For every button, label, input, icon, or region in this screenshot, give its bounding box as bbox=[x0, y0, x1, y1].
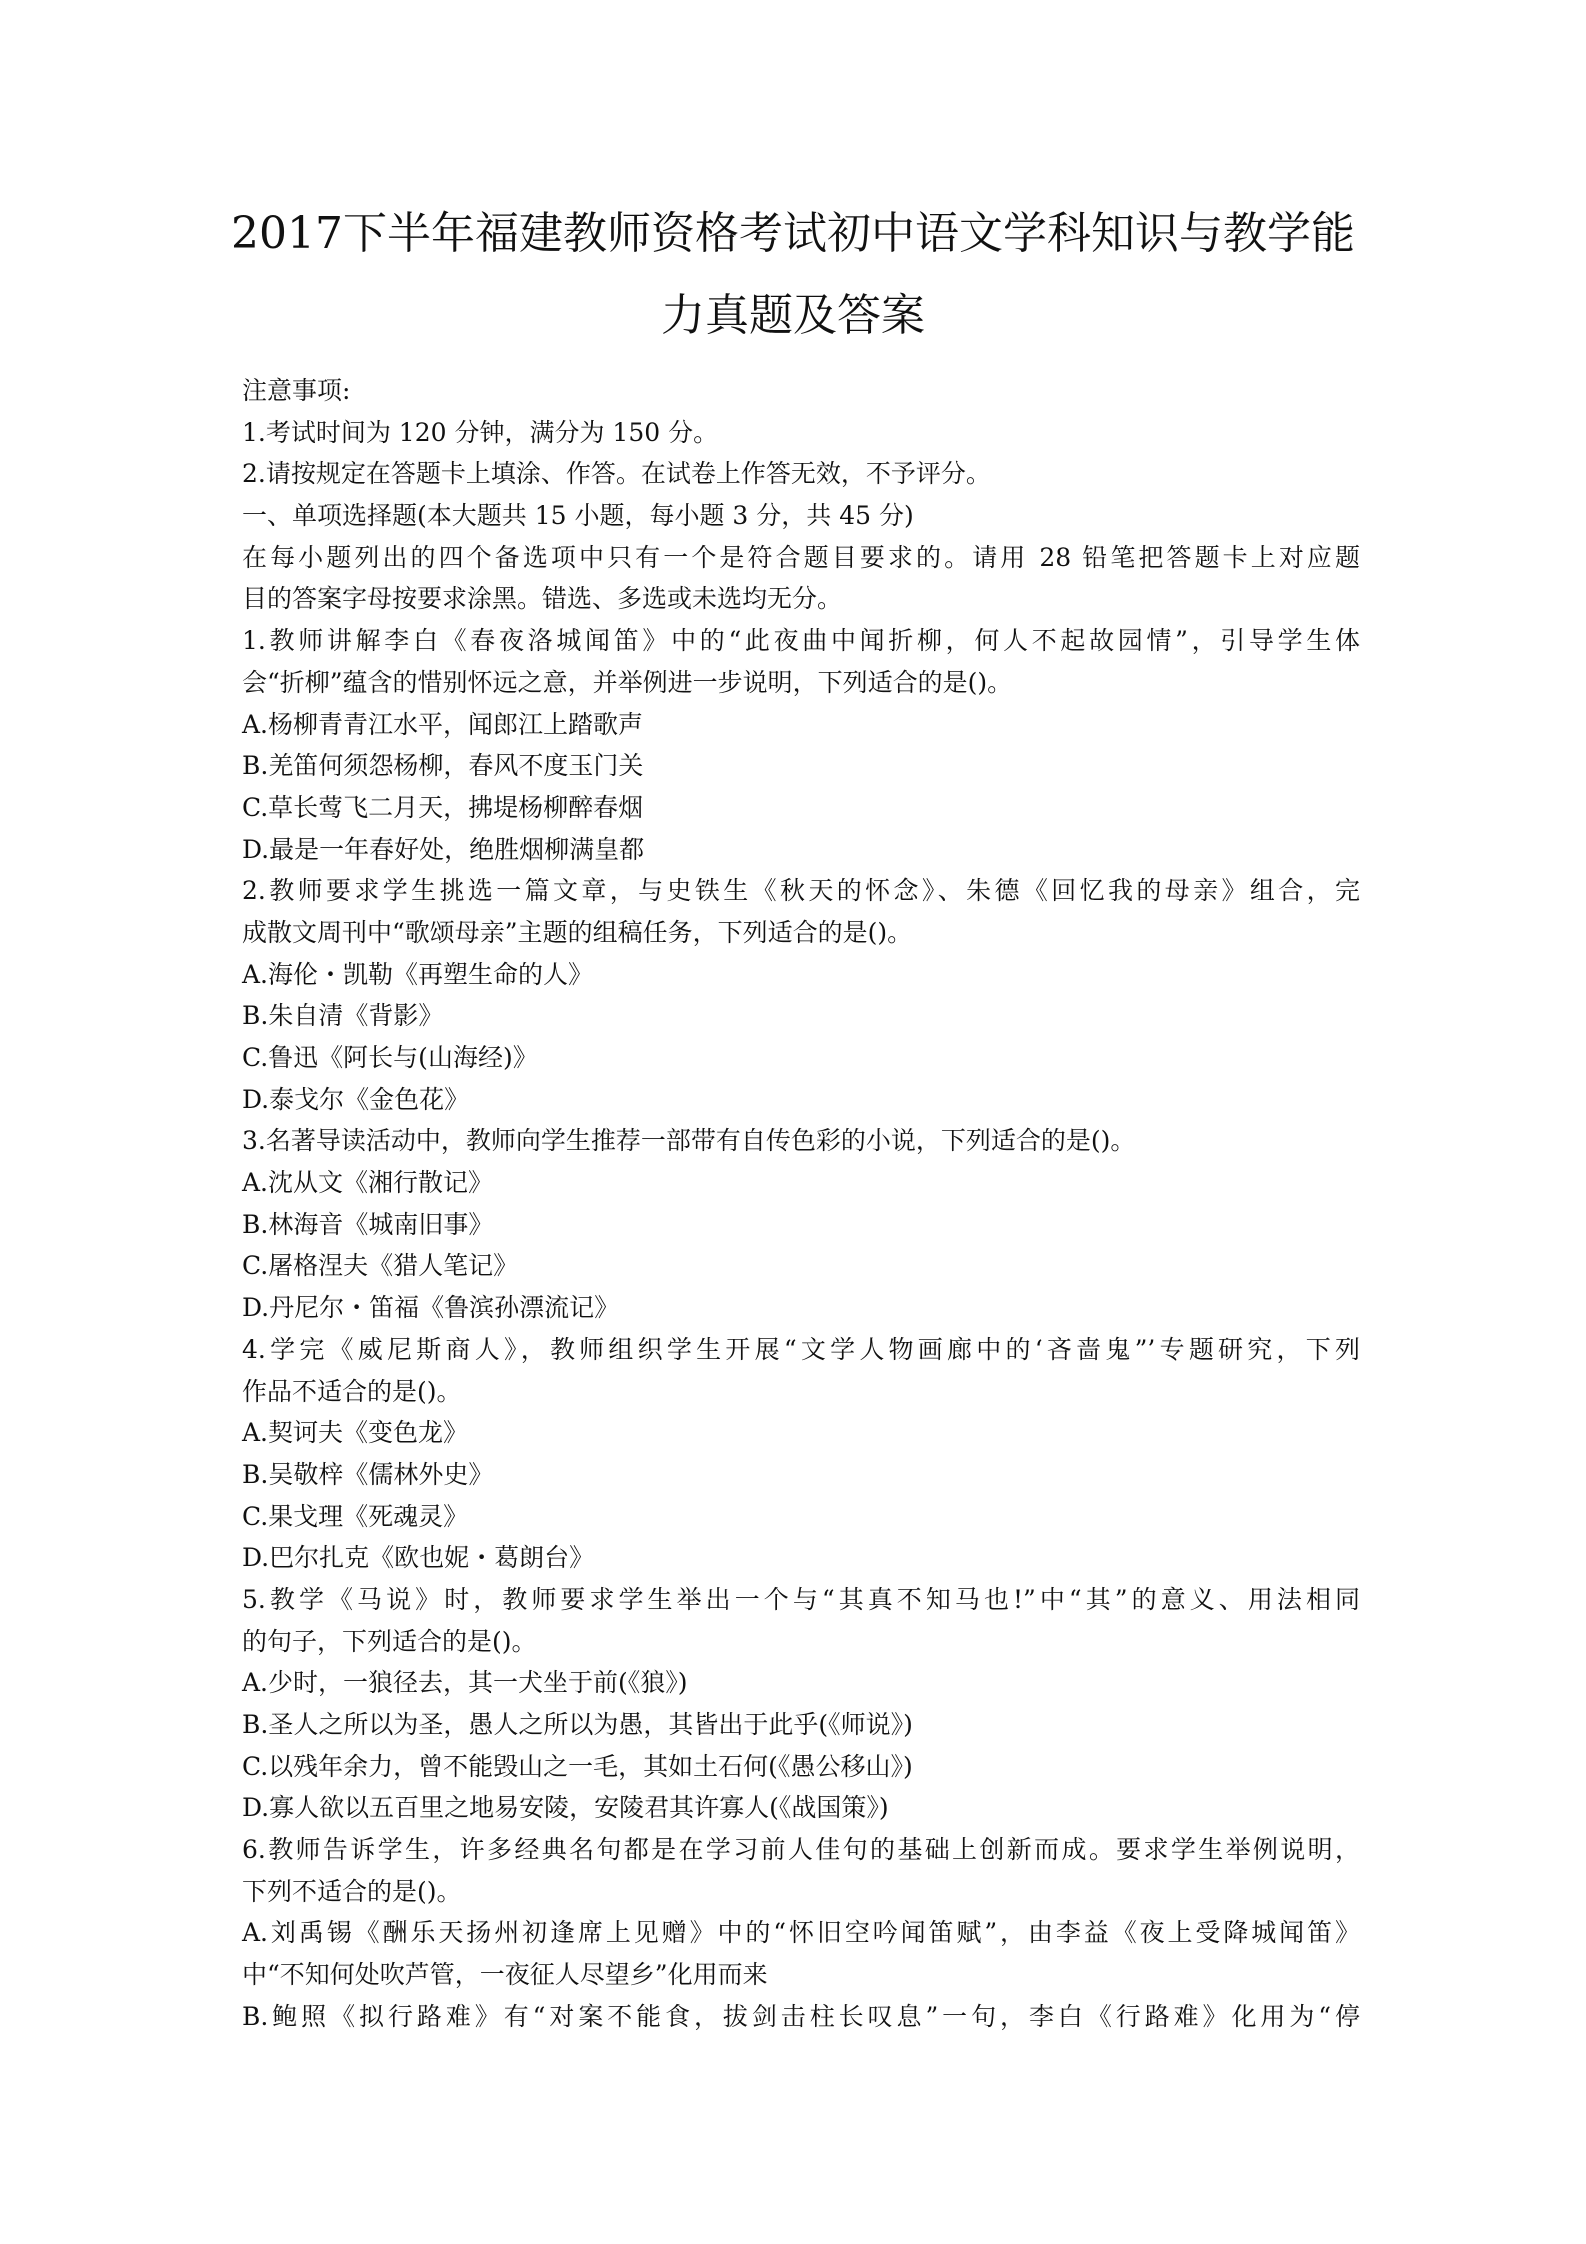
text-line: D.丹尼尔・笛福《鲁滨孙漂流记》 bbox=[242, 1293, 620, 1323]
text-line: A.少时，一狼径去，其一犬坐于前(《狼》) bbox=[242, 1668, 688, 1698]
text-line: D.寡人欲以五百里之地易安陵，安陵君其许寡人(《战国策》) bbox=[242, 1793, 889, 1823]
text-line: C.果戈理《死魂灵》 bbox=[242, 1501, 469, 1531]
text-line: 5.教学《马说》时，教师要求学生举出一个与“其真不知马也!”中“其”的意义、用法相同 bbox=[242, 1584, 1360, 1614]
text-line: D.巴尔扎克《欧也妮・葛朗台》 bbox=[242, 1543, 595, 1573]
text-line: 3.名著导读活动中，教师向学生推荐一部带有自传色彩的小说，下列适合的是()。 bbox=[242, 1126, 1136, 1156]
document-title-line-2: 力真题及答案 bbox=[661, 290, 925, 341]
text-line: D.泰戈尔《金色花》 bbox=[242, 1084, 470, 1114]
text-line: C.以残年余力，曾不能毁山之一毛，其如土石何(《愚公移山》) bbox=[242, 1751, 913, 1781]
text-line: B.吴敬梓《儒林外史》 bbox=[242, 1459, 494, 1489]
text-line: B.林海音《城南旧事》 bbox=[242, 1209, 494, 1239]
text-line: 下列不适合的是()。 bbox=[242, 1876, 462, 1906]
text-line: A.沈从文《湘行散记》 bbox=[242, 1168, 494, 1198]
text-line: C.屠格涅夫《猎人笔记》 bbox=[242, 1251, 519, 1281]
text-line: B.羌笛何须怨杨柳，春风不度玉门关 bbox=[242, 751, 644, 781]
text-line: 作品不适合的是()。 bbox=[242, 1376, 462, 1406]
text-line: 目的答案字母按要求涂黑。错选、多选或未选均无分。 bbox=[242, 584, 843, 614]
text-line: 一、单项选择题(本大题共 15 小题，每小题 3 分，共 45 分) bbox=[242, 501, 914, 531]
text-line: 的句子，下列适合的是()。 bbox=[242, 1626, 537, 1656]
text-line: 在每小题列出的四个备选项中只有一个是符合题目要求的。请用 28 铅笔把答题卡上对应题 bbox=[242, 542, 1360, 572]
text-line: C.鲁迅《阿长与(山海经)》 bbox=[242, 1043, 538, 1072]
text-line: 6.教师告诉学生，许多经典名句都是在学习前人佳句的基础上创新而成。要求学生举例说明， bbox=[242, 1835, 1360, 1865]
text-line: 中“不知何处吹芦管，一夜征人尽望乡”化用而来 bbox=[242, 1960, 768, 1990]
text-line: 2.请按规定在答题卡上填涂、作答。在试卷上作答无效，不予评分。 bbox=[242, 459, 991, 489]
text-line: 1.教师讲解李白《春夜洛城闻笛》中的“此夜曲中闻折柳，何人不起故园情”，引导学生体 bbox=[242, 626, 1360, 656]
text-line: 注意事项: bbox=[242, 376, 351, 405]
text-line: 会“折柳”蕴含的惜别怀远之意，并举例进一步说明，下列适合的是()。 bbox=[242, 667, 1013, 697]
text-line: B.鲍照《拟行路难》有“对案不能食，拔剑击柱长叹息”一句，李白《行路难》化用为“停 bbox=[242, 2001, 1360, 2031]
text-line: A.海伦・凯勒《再塑生命的人》 bbox=[242, 959, 594, 989]
document-title-line-1: 2017下半年福建教师资格考试初中语文学科知识与教学能 bbox=[231, 208, 1355, 259]
text-line: 4.学完《威尼斯商人》，教师组织学生开展“文学人物画廊中的‘吝啬鬼”’专题研究，下列 bbox=[242, 1334, 1360, 1364]
text-line: 2.教师要求学生挑选一篇文章，与史铁生《秋天的怀念》、朱德《回忆我的母亲》组合，完 bbox=[242, 876, 1360, 906]
text-line: 1.考试时间为 120 分钟，满分为 150 分。 bbox=[242, 417, 719, 447]
text-line: A.杨柳青青江水平，闻郎江上踏歌声 bbox=[242, 709, 644, 739]
text-line: 成散文周刊中“歌颂母亲”主题的组稿任务，下列适合的是()。 bbox=[242, 917, 913, 947]
text-line: D.最是一年春好处，绝胜烟柳满皇都 bbox=[242, 834, 645, 864]
text-line: A.刘禹锡《酬乐天扬州初逢席上见赠》中的“怀旧空吟闻笛赋”，由李益《夜上受降城闻笛》 bbox=[242, 1918, 1360, 1948]
text-line: B.圣人之所以为圣，愚人之所以为愚，其皆出于此乎(《师说》) bbox=[242, 1710, 913, 1739]
text-line: A.契诃夫《变色龙》 bbox=[242, 1418, 469, 1448]
document-body bbox=[242, 370, 1360, 2038]
text-line: C.草长莺飞二月天，拂堤杨柳醉春烟 bbox=[242, 792, 644, 822]
text-line: B.朱自清《背影》 bbox=[242, 1001, 444, 1031]
